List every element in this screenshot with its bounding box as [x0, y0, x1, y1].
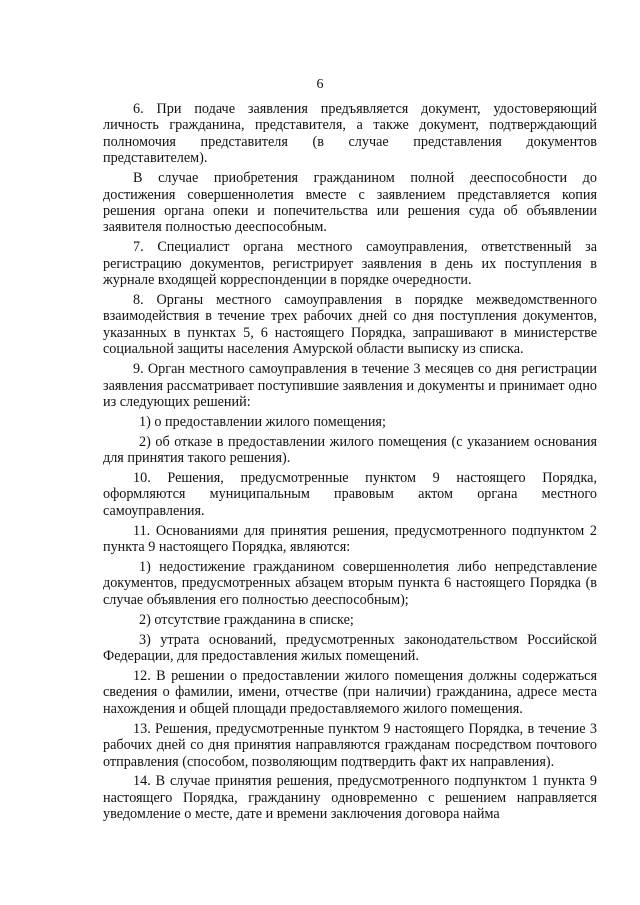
paragraph-9: 9. Орган местного самоуправления в течение 3 месяцев со дня регистрации заявления рассматривает поступившие заявления и документы и принимает одно из следующих решений:: [103, 361, 597, 410]
document-body: [103, 101, 597, 826]
paragraph-8: 8. Органы местного самоуправления в порядке межведомственного взаимодействия в течение трех рабочих дней со дня поступления документов, указанных в пунктах 5, 6 настоящего Порядка, запрашивают в министерстве социальной защиты населения Амурской области выписку из списка.: [103, 291, 597, 358]
paragraph-12: 12. В решении о предоставлении жилого помещения должны содержаться сведения о фамилии, имени, отчестве (при наличии) гражданина, адресе места нахождения и общей площади предоставляемого жилого помещения.: [103, 668, 597, 717]
paragraph-9-item-2: 2) об отказе в предоставлении жилого помещения (с указанием основания для принятия такого решения).: [103, 433, 597, 467]
page-number: 6: [316, 77, 324, 92]
paragraph-14: 14. В случае принятия решения, предусмотренного подпунктом 1 пункта 9 настоящего Порядка, гражданину одновременно с решением направляется уведомление о месте, дате и времени заключения договора найма: [103, 773, 597, 823]
paragraph-7: 7. Специалист органа местного самоуправления, ответственный за регистрацию документов, регистрирует заявления в день их поступления в журнале входящей корреспонденции в порядке очередности.: [103, 239, 597, 289]
paragraph-6-note: В случае приобретения гражданином полной дееспособности до достижения совершеннолетия вместе с заявлением представляется копия решения органа опеки и попечительства или решения суда об объявлении заявителя полностью дееспособным.: [103, 170, 597, 236]
paragraph-13: 13. Решения, предусмотренные пунктом 9 настоящего Порядка, в течение 3 рабочих дней со дня принятия направляются гражданам посредством почтового отправления (способом, позволяющим подтвердить факт их направления).: [103, 720, 597, 770]
paragraph-11: 11. Основаниями для принятия решения, предусмотренного подпунктом 2 пункта 9 настоящего Порядка, являются:: [103, 522, 597, 556]
paragraph-10: 10. Решения, предусмотренные пунктом 9 настоящего Порядка, оформляются муниципальным правовым актом органа местного самоуправления.: [103, 470, 597, 519]
paragraph-11-item-1: 1) недостижение гражданином совершеннолетия либо непредставление документов, предусмотренных абзацем вторым пункта 6 настоящего Порядка (в случае объявления его полностью дееспособным);: [103, 559, 597, 608]
paragraph-11-item-2: 2) отсутствие гражданина в списке;: [139, 611, 354, 628]
paragraph-6: 6. При подаче заявления предъявляется документ, удостоверяющий личность гражданина, представителя, а также документ, подтверждающий полномочия представителя (в случае представления документов представителем).: [103, 101, 597, 167]
paragraph-11-item-3: 3) утрата оснований, предусмотренных законодательством Российской Федерации, для предоставления жилых помещений.: [103, 631, 597, 665]
paragraph-9-item-1: 1) о предоставлении жилого помещения;: [139, 413, 386, 430]
